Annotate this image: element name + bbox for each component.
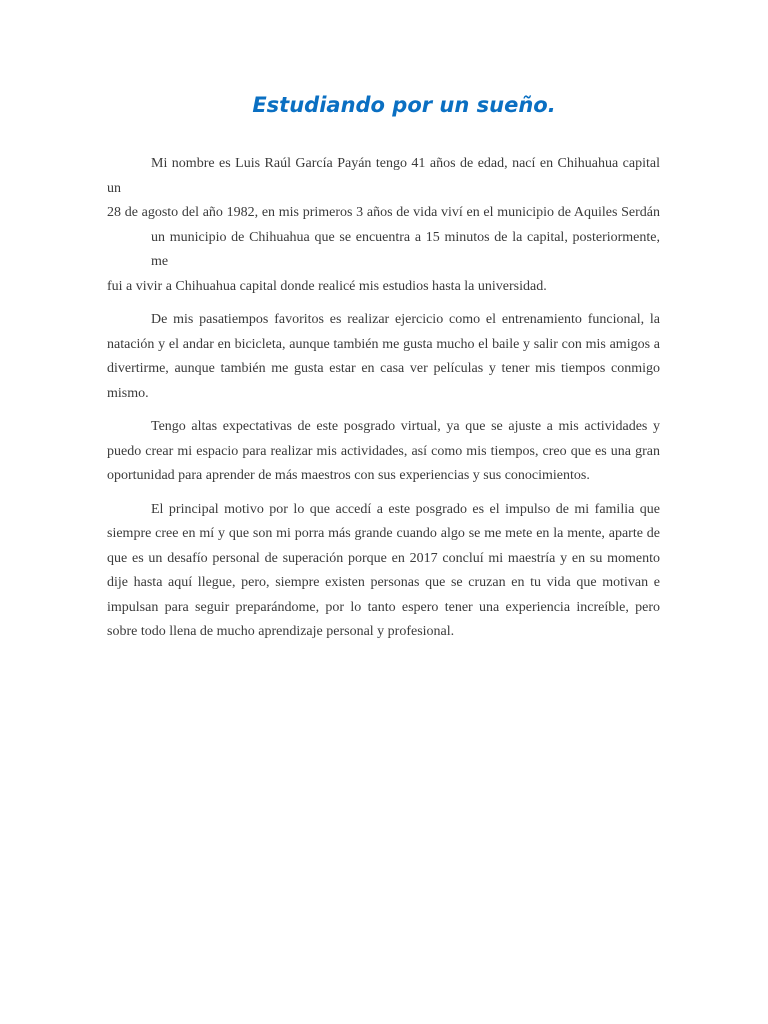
paragraph-3: Tengo altas expectativas de este posgrado virtual, ya que se ajuste a mis actividades y puedo crear mi espacio para realizar mis actividades, así como mis tiempos, creo que es una gran oportunidad para aprender de más maestros con sus experiencias y sus conocimientos.	[107, 419, 660, 483]
paragraph-1	[107, 152, 660, 299]
paragraph-1-line-3: un municipio de Chihuahua que se encuentra a 15 minutos de la capital, posteriormente, me	[151, 229, 660, 269]
document-body	[107, 152, 660, 654]
paragraph-4: El principal motivo por lo que accedí a este posgrado es el impulso de mi familia que siempre cree en mí y que son mi porra más grande cuando algo se me mete en la mente, aparte de que es un desafío personal de superación porque en 2017 concluí mi maestría y en su momento dije hasta aquí llegue, pero, siempre existen personas que se cruzan en tu vida que motivan e impulsan para seguir preparándome, por lo tanto espero tener una experiencia increíble, pero sobre todo llena de mucho aprendizaje personal y profesional.	[107, 501, 660, 639]
paragraph-1-line-1: Mi nombre es Luis Raúl García Payán tengo 41 años de edad, nací en Chihuahua capital un	[107, 156, 660, 196]
document-title: Estudiando por un sueño.	[252, 93, 556, 117]
paragraph-2: De mis pasatiempos favoritos es realizar ejercicio como el entrenamiento funcional, la natación y el andar en bicicleta, aunque también me gusta mucho el baile y salir con mis amigos a divertirme, aunque también me gusta estar en casa ver películas y tener mis tiempos conmigo mismo.	[107, 312, 660, 401]
paragraph-1-line-4: fui a vivir a Chihuahua capital donde realicé mis estudios hasta la universidad.	[107, 278, 547, 294]
paragraph-1-line-2: 28 de agosto del año 1982, en mis primeros 3 años de vida viví en el municipio de Aquiles Serdán	[107, 205, 660, 220]
